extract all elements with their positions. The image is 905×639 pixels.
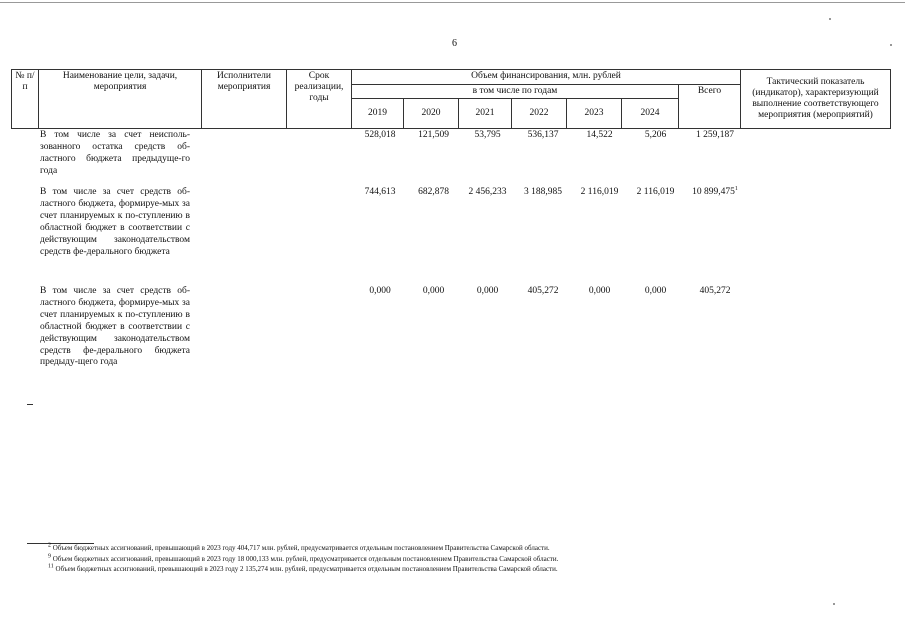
value-2022: 3 188,985 (524, 187, 562, 197)
footnotes (48, 543, 558, 575)
header-year: 2023 (567, 99, 622, 129)
header-number: № п/п (12, 70, 39, 129)
page-number: 6 (452, 38, 457, 49)
header-name: Наименование цели, задачи, мероприятия (39, 70, 202, 129)
value-2020: 121,509 (418, 130, 449, 140)
value-total (684, 286, 746, 298)
footnote (48, 554, 558, 565)
row-label: В том числе за счет неисполь-зованного остатка средств об-ластного бюджета предыдуще-го года (40, 130, 190, 176)
value-2020: 682,878 (418, 187, 449, 197)
value-2023: 0,000 (588, 286, 611, 296)
value-2019: 0,000 (369, 286, 391, 296)
value-2019: 744,613 (364, 187, 396, 197)
footnote-mark: 9 (48, 553, 51, 560)
value-2023: 14,522 (586, 130, 613, 140)
total-value: 1 259,187 (696, 130, 734, 140)
scan-speck (890, 44, 892, 46)
footnote-mark: 11 (48, 563, 54, 570)
header-year: 2022 (512, 99, 567, 129)
value-2021: 2 456,233 (468, 187, 507, 197)
header-by-years: в том числе по годам (352, 85, 679, 99)
footnote-text: Объем бюджетных ассигнований, превышающий в 2023 году 2 135,274 млн. рублей, предусматривается отдельным постановлением Правительства Самарской области. (55, 565, 558, 573)
total-value: 10 899,475 (692, 187, 735, 197)
footnote-ref: 1 (734, 185, 738, 192)
footnote-text: Объем бюджетных ассигнований, превышающий в 2023 году 404,717 млн. рублей, предусматривается отдельным постановлением Правительства Самарской области. (52, 544, 550, 552)
header-financing: Объем финансирования, млн. рублей (352, 70, 741, 85)
value-2022: 405,272 (527, 286, 559, 296)
header-indicator: Тактический показатель (индикатор), характеризующий выполнение соответствующего мероприятия (мероприятий) (741, 70, 891, 129)
footnote-text: Объем бюджетных ассигнований, превышающий в 2023 году 18 000,133 млн. рублей, предусматривается отдельным постановлением Правительства Самарской области. (52, 554, 559, 563)
scan-edge-line (0, 2, 905, 3)
financing-table-header (11, 69, 891, 129)
header-year: 2021 (459, 99, 512, 129)
value-2024: 5,206 (644, 130, 667, 140)
dash-mark (27, 404, 33, 405)
footnote-mark: 2 (48, 542, 51, 549)
header-executors: Исполнители мероприятия (202, 70, 287, 129)
header-year: 2020 (404, 99, 459, 129)
footnote (48, 564, 558, 575)
value-2021: 0,000 (476, 286, 499, 296)
total-value: 405,272 (699, 286, 731, 296)
header-year: 2024 (622, 99, 679, 129)
value-2022: 536,137 (527, 130, 559, 140)
row-label: В том числе за счет средств об-ластного бюджета, формируе-мых за счет планируемых к по-ступлению в областной бюджет в соответствии с действующим законодательством средств фе-дерального бюджета предыду-щего года (40, 286, 190, 368)
header-year: 2019 (352, 99, 404, 129)
header-term: Срок реализации, годы (287, 70, 352, 129)
value-2020: 0,000 (422, 286, 445, 296)
value-2024: 2 116,019 (636, 187, 675, 197)
footnote (48, 543, 558, 554)
scan-speck (833, 603, 835, 605)
value-2024: 0,000 (644, 286, 667, 296)
scan-speck (829, 18, 831, 20)
value-2019: 528,018 (364, 130, 396, 140)
header-total: Всего (679, 85, 741, 129)
value-total (684, 187, 746, 199)
row-label: В том числе за счет средств об-ластного бюджета, формируе-мых за счет планируемых к по-ступлению в областной бюджет в соответствии с действующим законодательством средств фе-дерального бюджета (40, 187, 190, 257)
value-total (684, 130, 746, 142)
value-2023: 2 116,019 (580, 187, 619, 197)
value-2021: 53,795 (474, 130, 501, 140)
